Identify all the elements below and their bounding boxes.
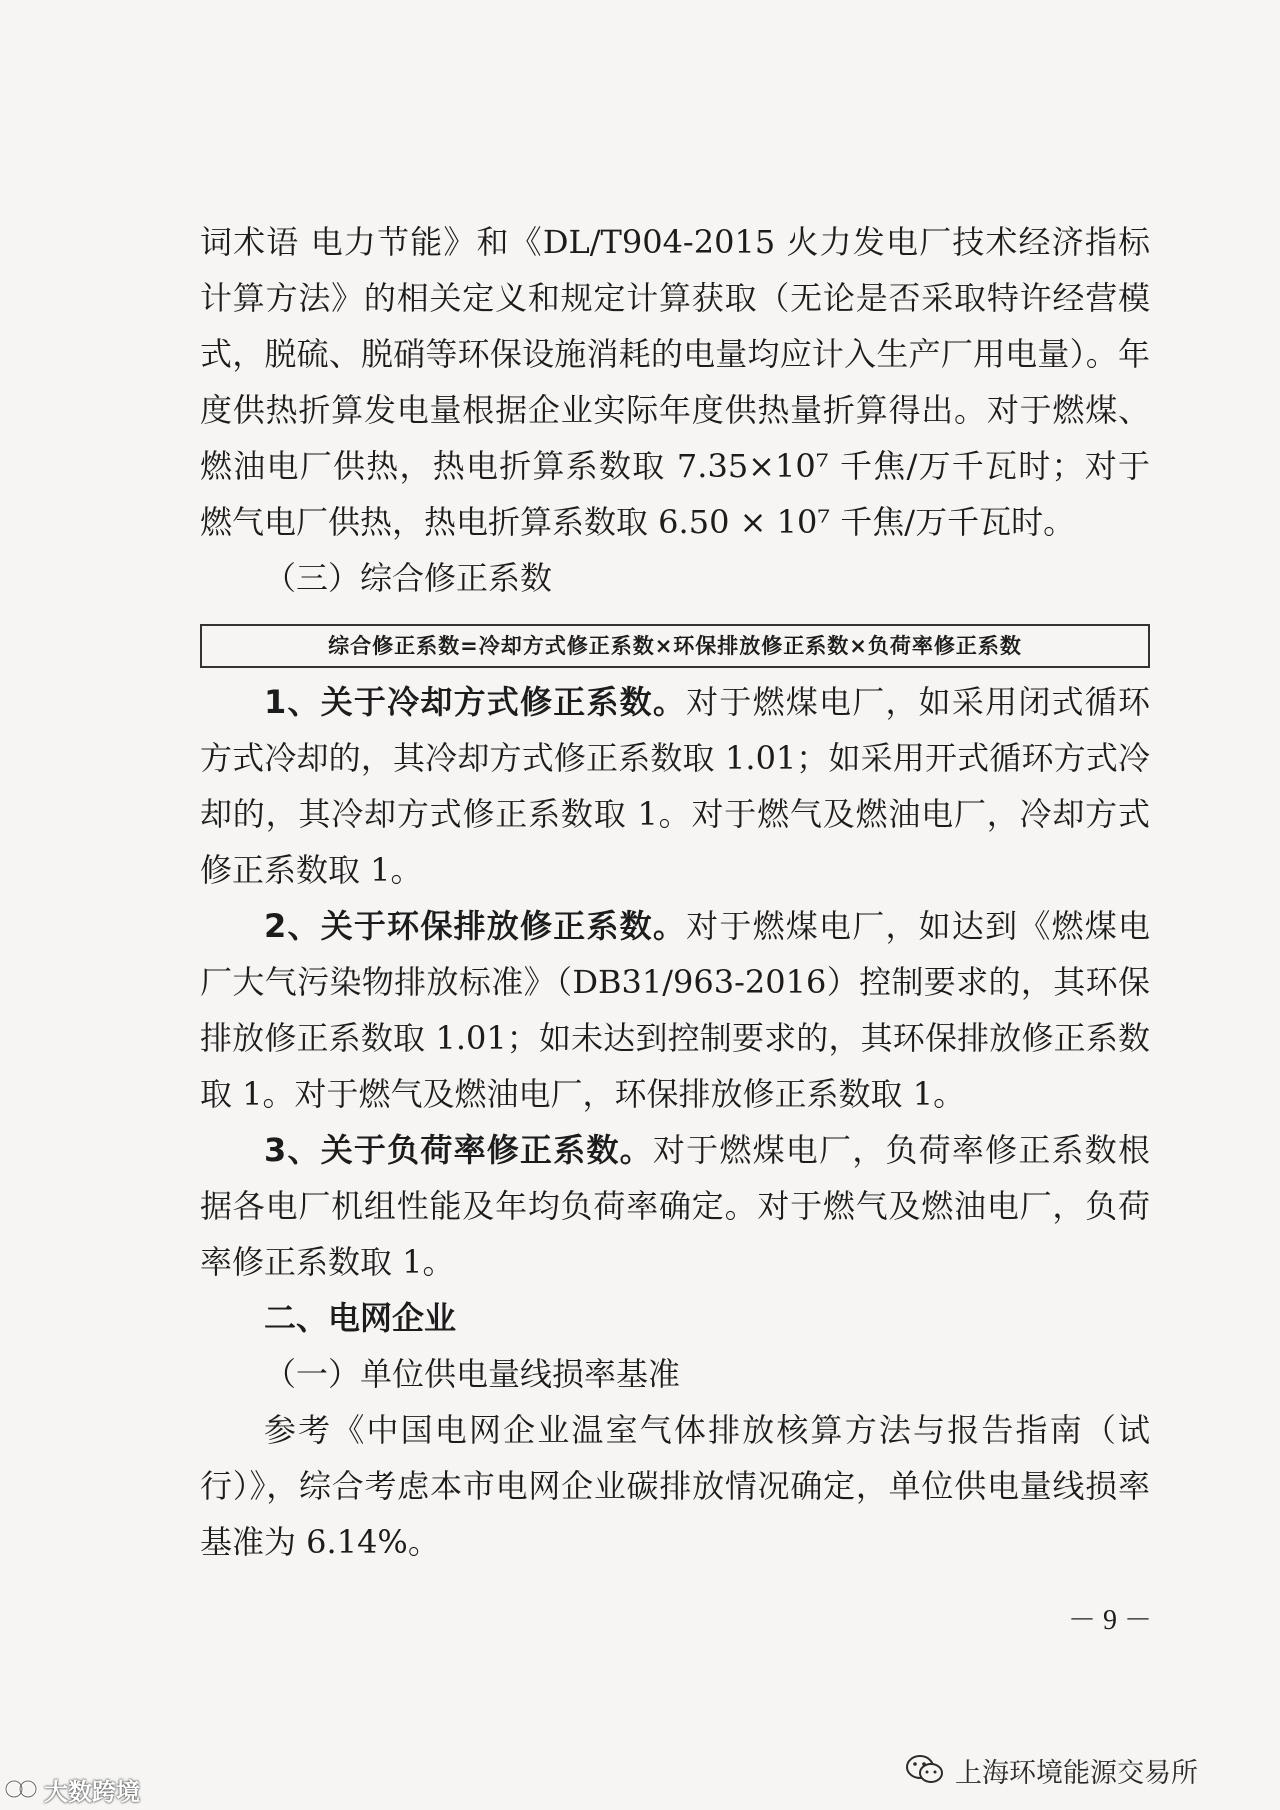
watermark-right bbox=[905, 1752, 1198, 1788]
page-number: － 9 － bbox=[1067, 1605, 1152, 1636]
watermark-right-text: 上海环境能源交易所 bbox=[955, 1757, 1198, 1789]
document-body bbox=[200, 214, 1150, 1570]
item-load-label: 3、关于负荷率修正系数。 bbox=[264, 1131, 653, 1169]
paragraph-heat-conversion: 词术语 电力节能》和《DL/T904-2015 火力发电厂技术经济指标计算方法》的相关定义和规定计算获取（无论是否采取特许经营模式，脱硫、脱硝等环保设施消耗的电量均应计入生产厂用电量）。年度供热折算发电量根据企业实际年度供热量折算得出。对于燃煤、燃油电厂供热，热电折算系数取 7.35×10⁷ 千焦/万千瓦时；对于燃气电厂供热，热电折算系数取 6.50 × 10⁷ 千焦/万千瓦时。 bbox=[200, 223, 1150, 541]
heading-line-loss-benchmark: （一）单位供电量线损率基准 bbox=[264, 1355, 681, 1393]
item-cooling-correction bbox=[200, 674, 1150, 898]
logo-icon bbox=[4, 1774, 38, 1804]
watermark-left bbox=[4, 1772, 140, 1806]
heading-grid-enterprise: 二、电网企业 bbox=[264, 1299, 457, 1337]
item-load-correction bbox=[200, 1122, 1150, 1290]
item-cooling-label: 1、关于冷却方式修正系数。 bbox=[264, 683, 687, 721]
item-load-text: 对于燃煤电厂，负荷率修正系数根据各电厂机组性能及年均负荷率确定。对于燃气及燃油电厂，负荷率修正系数取 1。 bbox=[200, 1131, 1150, 1281]
watermark-left-text: 大数跨境 bbox=[44, 1777, 140, 1806]
paragraph-line-loss: 参考《中国电网企业温室气体排放核算方法与报告指南（试行）》，综合考虑本市电网企业碳排放情况确定，单位供电量线损率基准为 6.14%。 bbox=[200, 1411, 1150, 1561]
heading-comprehensive-correction: （三）综合修正系数 bbox=[264, 559, 553, 597]
formula-box: 综合修正系数=冷却方式修正系数×环保排放修正系数×负荷率修正系数 bbox=[200, 624, 1150, 668]
item-emission-text: 对于燃煤电厂，如达到《燃煤电厂大气污染物排放标准》（DB31/963-2016）控制要求的，其环保排放修正系数取 1.01；如未达到控制要求的，其环保排放修正系数取 1。对于燃气及燃油电厂，环保排放修正系数取 1。 bbox=[200, 907, 1150, 1113]
item-emission-correction bbox=[200, 898, 1150, 1122]
wechat-icon bbox=[905, 1753, 945, 1787]
item-cooling-text: 对于燃煤电厂，如采用闭式循环方式冷却的，其冷却方式修正系数取 1.01；如采用开式循环方式冷却的，其冷却方式修正系数取 1。对于燃气及燃油电厂，冷却方式修正系数取 1。 bbox=[200, 683, 1150, 889]
item-emission-label: 2、关于环保排放修正系数。 bbox=[264, 907, 687, 945]
